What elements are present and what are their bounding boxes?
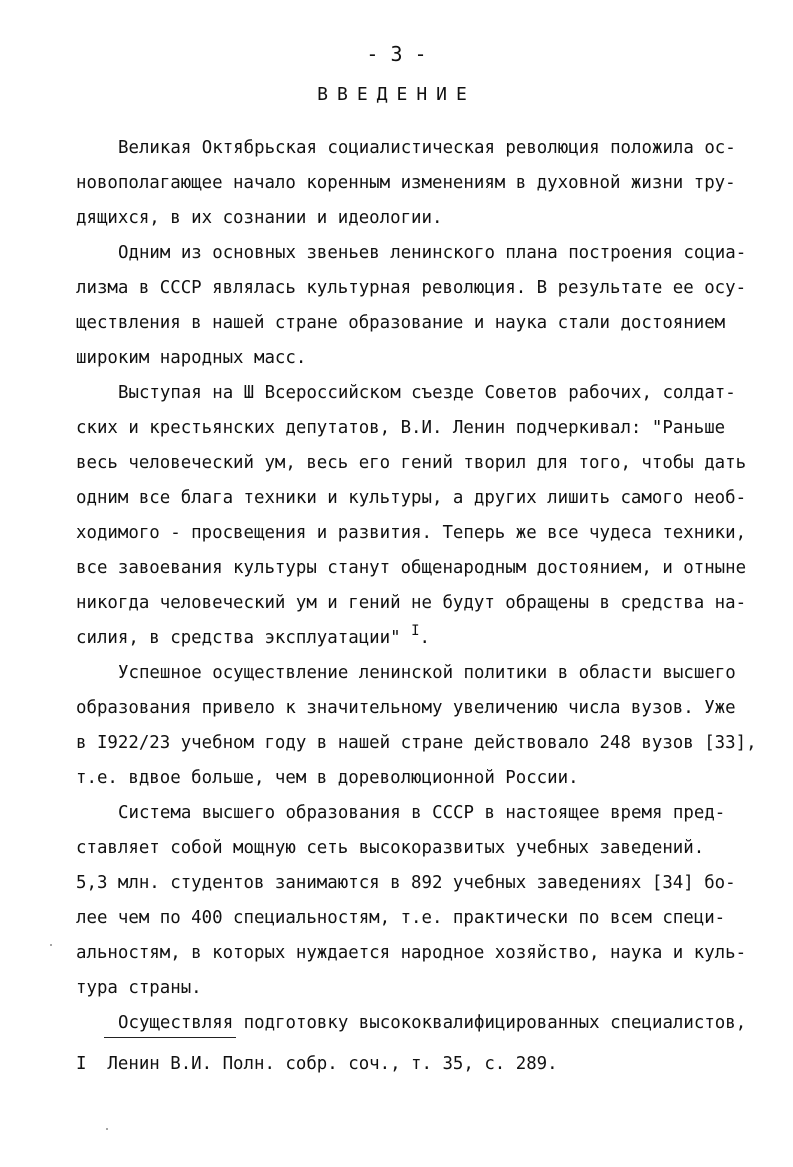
scan-speck [106, 1128, 108, 1130]
text-line: ходимого - просвещения и развития. Теперь же все чудеса техники, [76, 523, 747, 543]
text-line: новополагающее начало коренным изменениям в духовной жизни тру- [76, 173, 736, 193]
text-line: ществления в нашей стране образование и наука стали достоянием [76, 313, 726, 333]
text-line: Система высшего образования в СССР в настоящее время пред- [118, 803, 726, 823]
text-line: в I922/23 учебном году в нашей стране действовало 248 вузов [33], [76, 733, 757, 753]
page-number: - 3 - [366, 42, 427, 66]
text-line: никогда человеческий ум и гений не будут обращены в средства на- [76, 593, 747, 613]
text-line: Великая Октябрьская социалистическая революция положила ос- [118, 138, 736, 158]
footnote-marker-suffix: . [419, 628, 430, 648]
text-line: т.е. вдвое больше, чем в дореволюционной России. [76, 768, 579, 788]
footnote: I Ленин В.И. Полн. собр. соч., т. 35, с. 289. [76, 1054, 558, 1074]
text-line: 5,3 млн. студентов занимаются в 892 учебных заведениях [34] бо- [76, 873, 736, 893]
text-line: силия, в средства эксплуатации" [76, 628, 401, 648]
text-line-with-footnote [76, 623, 430, 651]
text-line: Успешное осуществление ленинской политики в области высшего [118, 663, 736, 683]
text-line: весь человеческий ум, весь его гений творил для того, чтобы дать [76, 453, 747, 473]
text-line: все завоевания культуры станут общенародным достоянием, и отныне [76, 558, 747, 578]
footnote-divider [104, 1037, 236, 1038]
text-line: альностям, в которых нуждается народное хозяйство, наука и куль- [76, 943, 747, 963]
text-line: Осуществляя подготовку высококвалифицированных специалистов, [118, 1013, 747, 1033]
text-line: широким народных масс. [76, 348, 307, 368]
text-line: ставляет собой мощную сеть высокоразвитых учебных заведений. [76, 838, 705, 858]
section-title: ВВЕДЕНИЕ [317, 84, 476, 105]
text-line: Одним из основных звеньев ленинского плана построения социа- [118, 243, 747, 263]
text-line: одним все блага техники и культуры, а других лишить самого необ- [76, 488, 747, 508]
text-line: образования привело к значительному увеличению числа вузов. Уже [76, 698, 736, 718]
footnote-marker: I [411, 623, 420, 639]
text-line: ских и крестьянских депутатов, В.И. Ленин подчеркивал: "Раньше [76, 418, 726, 438]
text-line: Выступая на Ш Всероссийском съезде Советов рабочих, солдат- [118, 383, 736, 403]
text-line: лизма в СССР являлась культурная революция. В результате ее осу- [76, 278, 747, 298]
scan-speck [50, 944, 52, 946]
text-line: тура страны. [76, 978, 202, 998]
text-line: дящихся, в их сознании и идеологии. [76, 208, 443, 228]
text-line: лее чем по 400 специальностям, т.е. практически по всем специ- [76, 908, 726, 928]
